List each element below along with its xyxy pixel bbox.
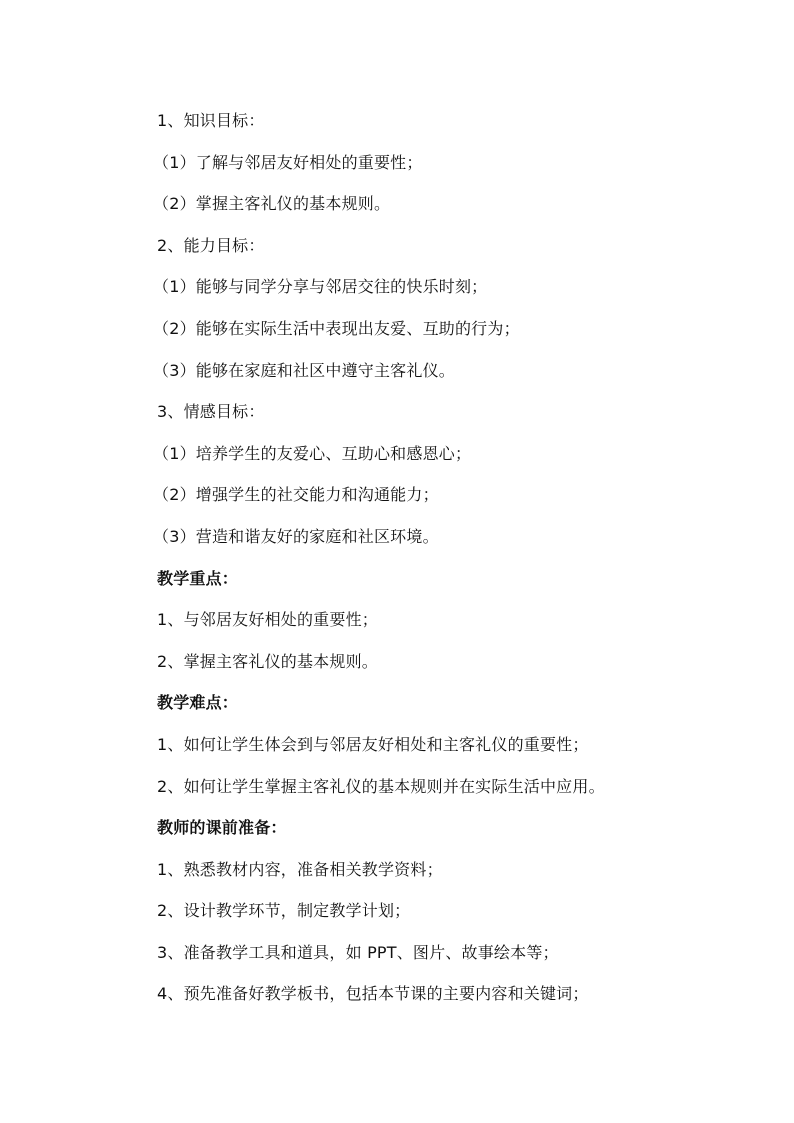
teaching-difficulties-heading: 教学难点： <box>157 693 239 713</box>
teacher-preparation-heading: 教师的课前准备： <box>157 818 287 838</box>
teaching-key-points-heading: 教学重点： <box>157 568 239 588</box>
preparation-item: 3、准备教学工具和道具，如 PPT、图片、故事绘本等； <box>157 942 559 962</box>
emotion-item: （3）营造和谐友好的家庭和社区环境。 <box>153 526 439 546</box>
preparation-item: 2、设计教学环节，制定教学计划； <box>157 901 411 921</box>
knowledge-item: （2）掌握主客礼仪的基本规则。 <box>153 194 391 214</box>
difficulty-item: 1、如何让学生体会到与邻居友好相处和主客礼仪的重要性； <box>157 734 589 754</box>
preparation-item: 4、预先准备好教学板书，包括本节课的主要内容和关键词； <box>157 984 589 1004</box>
emotion-item: （2）增强学生的社交能力和沟通能力； <box>153 485 439 505</box>
objective-knowledge-heading: 1、知识目标： <box>157 111 265 130</box>
document-body <box>153 100 717 1015</box>
ability-item: （1）能够与同学分享与邻居交往的快乐时刻； <box>153 277 488 297</box>
key-point-item: 1、与邻居友好相处的重要性； <box>157 610 378 630</box>
emotion-item: （1）培养学生的友爱心、互助心和感恩心； <box>153 443 472 463</box>
ability-item: （2）能够在实际生活中表现出友爱、互助的行为； <box>153 318 520 338</box>
preparation-item: 1、熟悉教材内容，准备相关教学资料； <box>157 859 443 879</box>
objective-emotion-heading: 3、情感目标： <box>157 402 265 422</box>
objective-ability-heading: 2、能力目标： <box>157 235 265 255</box>
knowledge-item: （1）了解与邻居友好相处的重要性； <box>153 152 423 172</box>
ability-item: （3）能够在家庭和社区中遵守主客礼仪。 <box>153 360 455 380</box>
key-point-item: 2、掌握主客礼仪的基本规则。 <box>157 651 378 671</box>
difficulty-item: 2、如何让学生掌握主客礼仪的基本规则并在实际生活中应用。 <box>157 776 605 796</box>
